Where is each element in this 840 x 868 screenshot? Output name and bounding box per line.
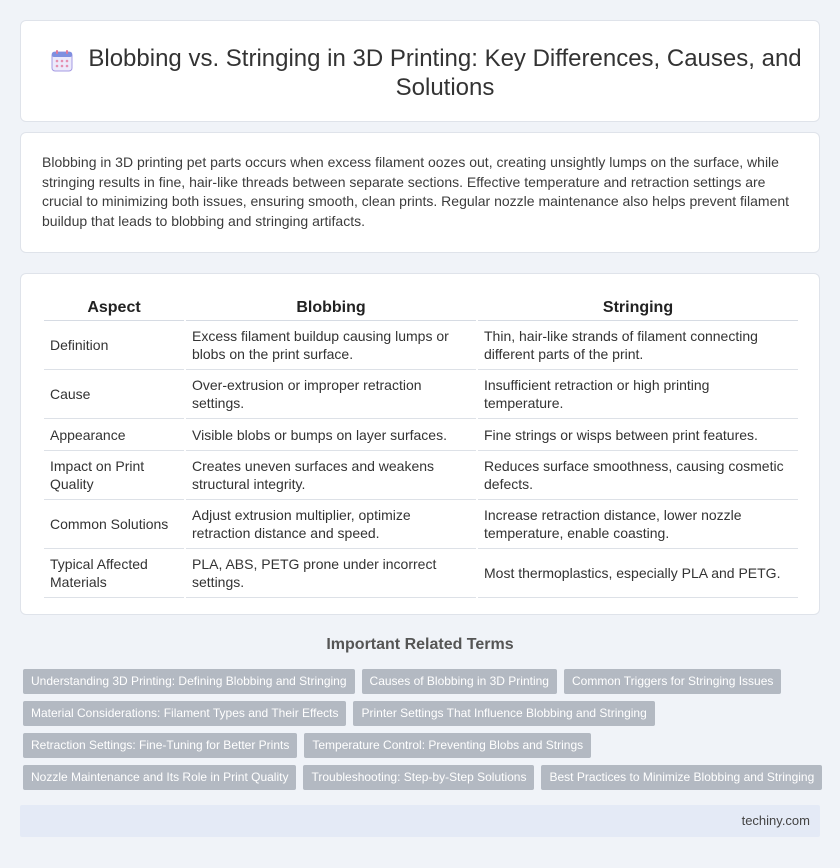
tag-row xyxy=(23,669,823,694)
blobbing-cell: Over-extrusion or improper retraction settings. xyxy=(186,370,476,419)
stringing-cell: Increase retraction distance, lower nozzle temperature, enable coasting. xyxy=(478,500,798,549)
stringing-cell: Most thermoplastics, especially PLA and PETG. xyxy=(478,549,798,598)
related-term-tag[interactable]: Retraction Settings: Fine-Tuning for Better Prints xyxy=(23,733,297,758)
blobbing-cell: Creates uneven surfaces and weakens structural integrity. xyxy=(186,451,476,500)
page-title: Blobbing vs. Stringing in 3D Printing: Key Differences, Causes, and Solutions xyxy=(88,45,802,101)
aspect-cell: Common Solutions xyxy=(44,500,184,549)
header-blobbing: Blobbing xyxy=(186,296,476,321)
intro-card xyxy=(20,132,820,253)
blobbing-cell: PLA, ABS, PETG prone under incorrect settings. xyxy=(186,549,476,598)
related-term-tag[interactable]: Best Practices to Minimize Blobbing and Stringing xyxy=(541,765,822,790)
aspect-cell: Appearance xyxy=(44,419,184,451)
related-term-tag[interactable]: Material Considerations: Filament Types and Their Effects xyxy=(23,701,346,726)
tag-row xyxy=(23,701,823,726)
tag-row xyxy=(23,765,823,790)
tag-row xyxy=(23,733,823,758)
intro-paragraph: Blobbing in 3D printing pet parts occurs when excess filament oozes out, creating unsightly lumps on the surface, while stringing results in fine, hair-like threads between separate sections. Effective temperature and retraction settings are crucial to minimizing both issues, ensuring smooth, clean prints. Regular nozzle maintenance also helps prevent filament buildup that leads to blobbing and stringing artifacts. xyxy=(42,154,790,229)
related-terms-heading: Important Related Terms xyxy=(326,636,514,653)
related-term-tag[interactable]: Understanding 3D Printing: Defining Blobbing and Stringing xyxy=(23,669,355,694)
table-row xyxy=(44,549,798,598)
blobbing-cell: Visible blobs or bumps on layer surfaces. xyxy=(186,419,476,451)
header-aspect: Aspect xyxy=(44,296,184,321)
table-row xyxy=(44,419,798,451)
table-row xyxy=(44,451,798,500)
aspect-cell: Definition xyxy=(44,321,184,370)
related-term-tag[interactable]: Troubleshooting: Step-by-Step Solutions xyxy=(303,765,534,790)
table-header-row xyxy=(44,296,798,321)
table-row xyxy=(44,321,798,370)
related-terms-list xyxy=(23,669,823,797)
aspect-cell: Typical Affected Materials xyxy=(44,549,184,598)
related-term-tag[interactable]: Causes of Blobbing in 3D Printing xyxy=(362,669,557,694)
table-row xyxy=(44,500,798,549)
header-stringing: Stringing xyxy=(478,296,798,321)
footer-bar xyxy=(20,805,820,837)
blobbing-cell: Adjust extrusion multiplier, optimize retraction distance and speed. xyxy=(186,500,476,549)
aspect-cell: Cause xyxy=(44,370,184,419)
related-term-tag[interactable]: Temperature Control: Preventing Blobs and Strings xyxy=(304,733,591,758)
stringing-cell: Insufficient retraction or high printing temperature. xyxy=(478,370,798,419)
comparison-table xyxy=(42,296,800,598)
stringing-cell: Reduces surface smoothness, causing cosmetic defects. xyxy=(478,451,798,500)
related-term-tag[interactable]: Common Triggers for Stringing Issues xyxy=(564,669,781,694)
table-row xyxy=(44,370,798,419)
related-term-tag[interactable]: Nozzle Maintenance and Its Role in Print Quality xyxy=(23,765,296,790)
comparison-card xyxy=(20,273,820,615)
stringing-cell: Fine strings or wisps between print features. xyxy=(478,419,798,451)
aspect-cell: Impact on Print Quality xyxy=(44,451,184,500)
stringing-cell: Thin, hair-like strands of filament connecting different parts of the print. xyxy=(478,321,798,370)
blobbing-cell: Excess filament buildup causing lumps or blobs on the print surface. xyxy=(186,321,476,370)
calendar-icon xyxy=(50,49,74,73)
site-credit[interactable]: techiny.com xyxy=(741,813,810,828)
related-term-tag[interactable]: Printer Settings That Influence Blobbing and Stringing xyxy=(353,701,654,726)
header-card xyxy=(20,20,820,122)
